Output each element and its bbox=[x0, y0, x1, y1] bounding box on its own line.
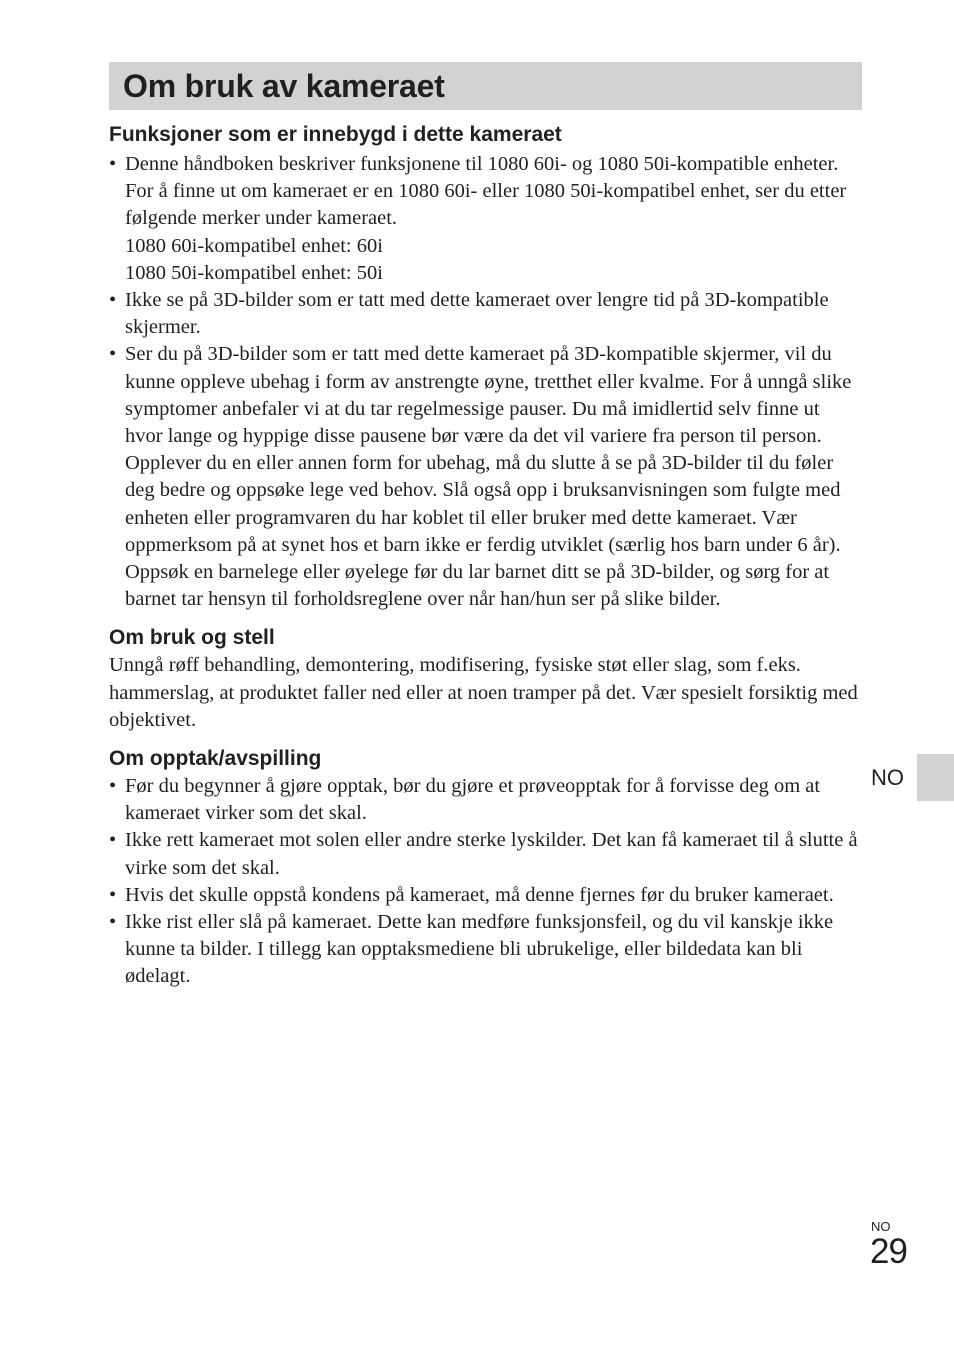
list-item: • Ser du på 3D-bilder som er tatt med dette kameraet på 3D-kompatible skjermer, vil du kunne oppleve ubehag i form av anstrengte øyne, tretthet eller kvalme. For å unngå slike symptomer anbefaler vi at du tar regelmessige pauser. Du må imidlertid selv finne ut hvor lange og hyppige disse pausene bør være da det vil variere fra person til person. Opplever du en eller annen form for ubehag, må du slutte å se på 3D-bilder til du føler deg bedre og oppsøke lege ved behov. Slå også opp i bruksanvisningen som fulgte med enheten eller programvaren du har koblet til eller bruker med dette kameraet. Vær oppmerksom på at synet hos et barn ikke er ferdig utviklet (særlig hos barn under 6 år). Oppsøk en barnelege eller øyelege før du lar barnet ditt se på 3D-bilder, og sørg for at barnet tar hensyn til forholdsreglene over når han/hun ser på slike bilder. bbox=[109, 341, 861, 613]
content bbox=[109, 121, 861, 991]
sub-paragraph: For å finne ut om kameraet er en 1080 60i- eller 1080 50i-kompatibel enhet, ser du etter følgende merker under kameraet. bbox=[125, 180, 847, 230]
sub-paragraph: Oppsøk en barnelege eller øyelege før du lar barnet ditt se på 3D-bilder, og sørg for at barnet tar hensyn til forholdsreglene over når han/hun ser på slike bilder. bbox=[125, 561, 830, 611]
sub-paragraph: 1080 50i-kompatibel enhet: 50i bbox=[125, 261, 383, 284]
heading-features: Funksjoner som er innebygd i dette kameraet bbox=[109, 123, 562, 146]
features-list bbox=[109, 151, 861, 613]
list-item: • Hvis det skulle oppstå kondens på kameraet, må denne fjernes før du bruker kameraet. bbox=[109, 882, 861, 909]
list-item: • Ikke rett kameraet mot solen eller andre sterke lyskilder. Det kan få kameraet til å slutte å virke som det skal. bbox=[109, 827, 861, 881]
side-language-label: NO bbox=[871, 765, 904, 790]
list-item: • Ikke rist eller slå på kameraet. Dette kan medføre funksjonsfeil, og du vil kanskje ikke kunne ta bilder. I tillegg kan opptaksmediene bli ubrukelige, eller bildedata kan bli ødelagt. bbox=[109, 909, 861, 991]
care-paragraph: Unngå røff behandling, demontering, modifisering, fysiske støt eller slag, som f.eks. hammerslag, at produktet faller ned eller at noen tramper på det. Vær spesielt forsiktig med objektivet. bbox=[109, 654, 858, 731]
recording-list bbox=[109, 773, 861, 991]
page-number: 29 bbox=[870, 1232, 907, 1271]
sub-paragraph: 1080 60i-kompatibel enhet: 60i bbox=[125, 234, 383, 257]
page-title: Om bruk av kameraet bbox=[123, 68, 445, 104]
heading-recording: Om opptak/avspilling bbox=[109, 747, 322, 771]
side-tab bbox=[917, 754, 954, 801]
list-item: • Denne håndboken beskriver funksjonene til 1080 60i- og 1080 50i-kompatible enheter. For å finne ut om kameraet er en 1080 60i- eller 1080 50i-kompatibel enhet, ser du etter følgende merker under kameraet. 1080 60i-kompatibel enhet: 60i 1080 50i-kompatibel enhet: 50i bbox=[109, 151, 861, 287]
heading-care: Om bruk og stell bbox=[109, 626, 275, 650]
footer-language: NO bbox=[871, 1219, 891, 1234]
title-bar bbox=[109, 62, 862, 110]
list-item: • Ikke se på 3D-bilder som er tatt med dette kameraet over lengre tid på 3D-kompatible skjermer. bbox=[109, 287, 861, 341]
list-item: • Før du begynner å gjøre opptak, bør du gjøre et prøveopptak for å forvisse deg om at kameraet virker som det skal. bbox=[109, 773, 861, 827]
